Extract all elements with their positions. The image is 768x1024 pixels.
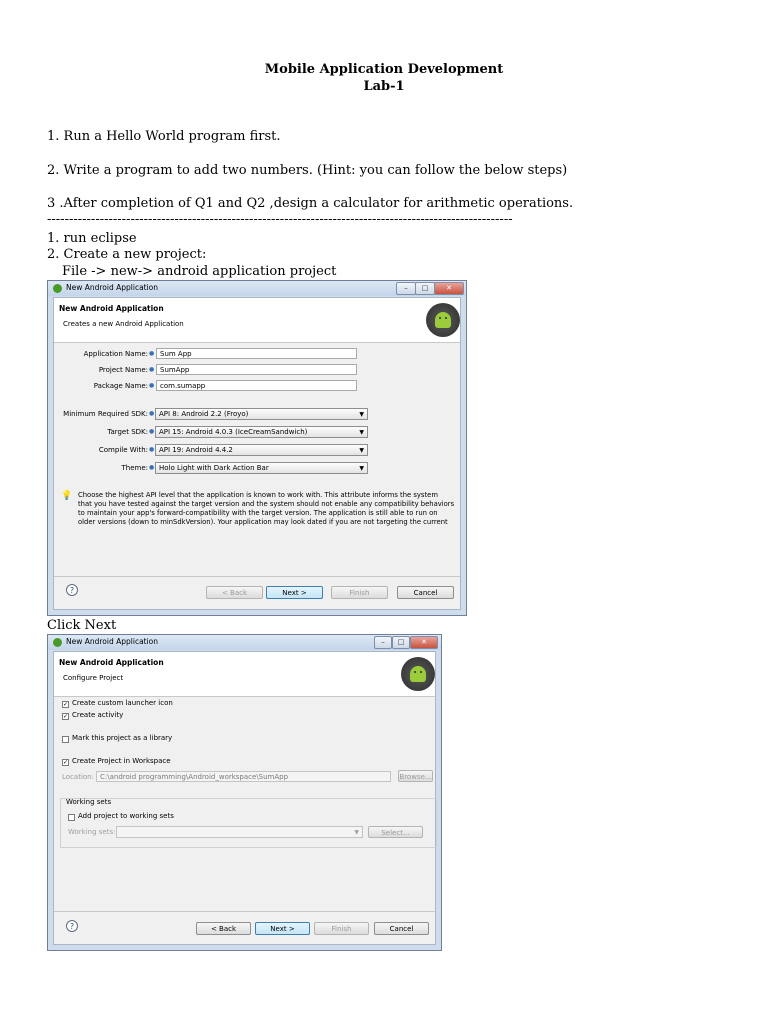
select-button[interactable]: Select... [368, 826, 423, 838]
info-icon: ● [149, 350, 155, 357]
android-app-icon [53, 284, 62, 293]
configure-project-dialog [47, 634, 442, 951]
doc-title: Mobile Application Development [264, 62, 504, 77]
window-title: New Android Application [66, 283, 159, 292]
help-icon[interactable]: ? [66, 920, 78, 932]
compile-with-select[interactable] [155, 444, 368, 456]
info-icon: ● [149, 410, 155, 417]
question-3: 3 .After completion of Q1 and Q2 ,design a calculator for arithmetic operations. [47, 196, 574, 211]
min-sdk-select[interactable] [155, 408, 368, 420]
dialog-titlebar [48, 635, 441, 650]
step-2: 2. Create a new project: [47, 247, 207, 262]
maximize-icon[interactable]: □ [415, 282, 435, 295]
dialog-content [53, 651, 436, 945]
create-in-workspace-label: Create Project in Workspace [72, 757, 171, 765]
chevron-down-icon: ▼ [359, 447, 364, 454]
dialog-content [53, 297, 461, 610]
dialog-subheading: Configure Project [63, 674, 124, 682]
custom-icon-label: Create custom launcher icon [72, 699, 173, 707]
android-logo-icon [426, 303, 460, 337]
chevron-down-icon: ▼ [359, 429, 364, 436]
android-app-icon [53, 638, 62, 647]
theme-label: Theme: [121, 464, 148, 472]
close-icon[interactable]: ✕ [434, 282, 464, 295]
tip-line-2: that you have tested against the target version and the system should not enable any compatibility behaviors [78, 500, 455, 508]
question-2: 2. Write a program to add two numbers. (Hint: you can follow the below steps) [47, 163, 568, 178]
target-sdk-select[interactable] [155, 426, 368, 438]
back-button[interactable]: < Back [206, 586, 263, 599]
cancel-button[interactable]: Cancel [374, 922, 429, 935]
next-button[interactable]: Next > [255, 922, 310, 935]
info-icon: ● [149, 366, 155, 373]
click-next-text: Click Next [47, 618, 117, 633]
finish-button[interactable]: Finish [314, 922, 369, 935]
dialog-heading: New Android Application [59, 304, 164, 313]
info-icon: ● [149, 428, 155, 435]
browse-button[interactable]: Browse... [398, 770, 433, 782]
project-name-input[interactable]: SumApp [156, 364, 357, 375]
help-icon[interactable]: ? [66, 584, 78, 596]
min-sdk-label: Minimum Required SDK: [63, 410, 148, 418]
add-working-sets-label: Add project to working sets [78, 812, 174, 820]
dialog-heading: New Android Application [59, 658, 164, 667]
next-button[interactable]: Next > [266, 586, 323, 599]
working-sets-label: Working sets: [68, 828, 116, 836]
app-name-label: Application Name: [83, 350, 148, 358]
location-input[interactable]: C:\android programming\Android_workspace\SumApp [96, 771, 391, 782]
lightbulb-icon: 💡 [61, 491, 73, 501]
close-icon[interactable]: ✕ [410, 636, 438, 649]
dialog-button-bar [54, 576, 460, 609]
working-sets-title: Working sets [66, 798, 112, 806]
tip-line-4: older versions (down to minSdkVersion). Your application may look dated if you are not targeting the current [78, 518, 448, 526]
dialog-banner [54, 298, 460, 343]
tip-line-3: to maintain your app's forward-compatibility with the target version. The application is still able to run on [78, 509, 438, 517]
package-name-label: Package Name: [93, 382, 148, 390]
doc-subtitle: Lab-1 [363, 79, 405, 94]
custom-icon-checkbox[interactable]: ✓ [63, 701, 69, 708]
info-icon: ● [149, 446, 155, 453]
package-name-input[interactable]: com.sumapp [156, 380, 357, 391]
info-icon: ● [149, 382, 155, 389]
dialog-subheading: Creates a new Android Application [63, 320, 184, 328]
theme-value: Holo Light with Dark Action Bar [159, 464, 269, 472]
target-sdk-label: Target SDK: [107, 428, 148, 436]
min-sdk-value: API 8: Android 2.2 (Froyo) [159, 410, 249, 418]
back-button[interactable]: < Back [196, 922, 251, 935]
compile-with-label: Compile With: [98, 446, 148, 454]
info-icon: ● [149, 464, 155, 471]
app-name-input[interactable]: Sum App [156, 348, 357, 359]
dialog-banner [54, 652, 435, 697]
step-1: 1. run eclipse [47, 231, 137, 246]
mark-library-label: Mark this project as a library [72, 734, 173, 742]
working-sets-group [60, 798, 437, 848]
minimize-icon[interactable]: – [396, 282, 416, 295]
chevron-down-icon: ▼ [359, 411, 364, 418]
window-title: New Android Application [66, 637, 159, 646]
chevron-down-icon: ▼ [354, 829, 359, 836]
mark-library-checkbox[interactable] [62, 736, 69, 743]
android-logo-icon [401, 657, 435, 691]
maximize-icon[interactable]: □ [392, 636, 410, 649]
dialog-button-bar [54, 911, 435, 944]
project-name-label: Project Name: [98, 366, 148, 374]
create-activity-label: Create activity [72, 711, 124, 719]
compile-with-value: API 19: Android 4.4.2 [159, 446, 233, 454]
target-sdk-value: API 15: Android 4.0.3 (IceCreamSandwich) [159, 428, 308, 436]
cancel-button[interactable]: Cancel [397, 586, 454, 599]
separator-line: ---------------------------------------------------------------------------------------------------------- [47, 212, 513, 227]
create-in-workspace-checkbox[interactable]: ✓ [63, 759, 69, 766]
create-activity-checkbox[interactable]: ✓ [63, 713, 69, 720]
chevron-down-icon: ▼ [359, 465, 364, 472]
new-android-app-dialog [47, 280, 467, 616]
theme-select[interactable] [155, 462, 368, 474]
minimize-icon[interactable]: – [374, 636, 392, 649]
question-1: 1. Run a Hello World program first. [47, 129, 281, 144]
step-2-path: File -> new-> android application project [62, 264, 337, 279]
add-working-sets-checkbox[interactable] [68, 814, 75, 821]
finish-button[interactable]: Finish [331, 586, 388, 599]
working-sets-select[interactable] [116, 826, 363, 838]
location-label: Location: [62, 773, 94, 781]
dialog-titlebar [48, 281, 466, 296]
tip-line-1: Choose the highest API level that the application is known to work with. This attribute informs the system [78, 491, 438, 499]
